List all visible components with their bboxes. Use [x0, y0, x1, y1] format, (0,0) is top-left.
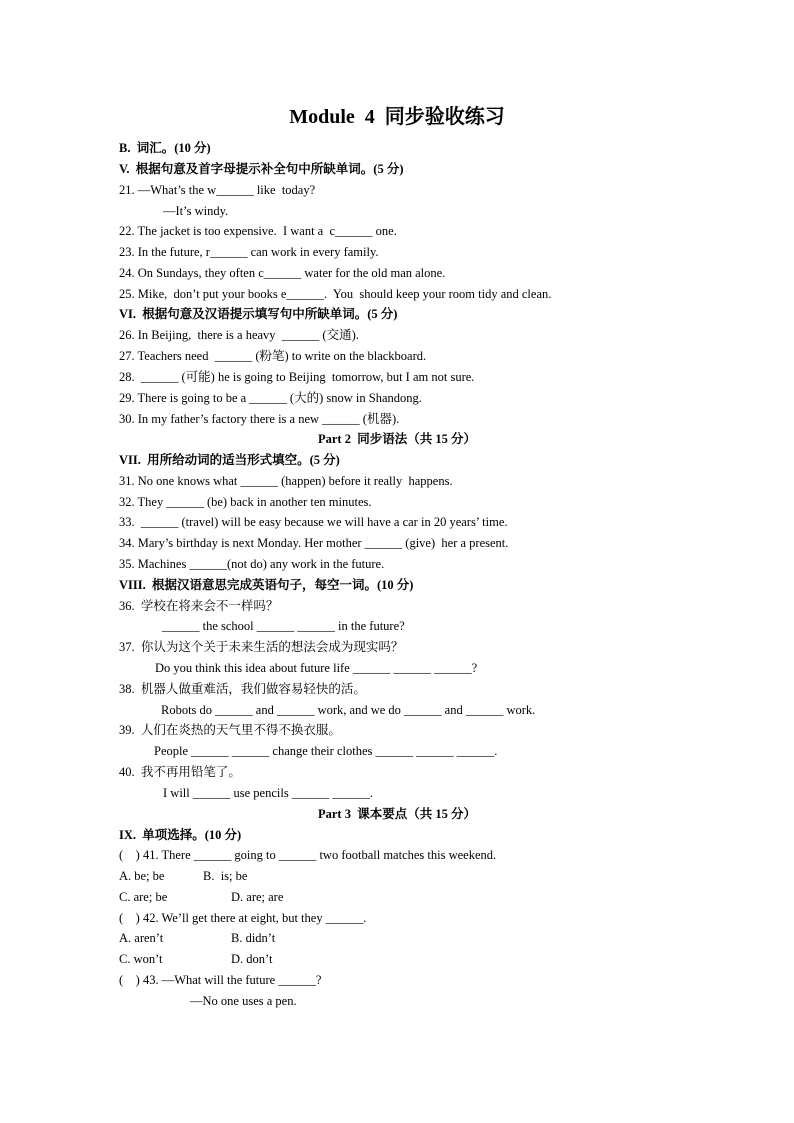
question-43: ( ) 43. —What will the future ______? [119, 973, 322, 987]
question-41: ( ) 41. There ______ going to ______ two football matches this weekend. [119, 848, 497, 862]
question-34: 34. Mary’s birthday is next Monday. Her mother ______ (give) her a present. [119, 536, 509, 550]
section-ix-heading: IX. 单项选择。(10 分) [119, 828, 242, 842]
section-v-heading: V. 根据句意及首字母提示补全句中所缺单词。(5 分) [119, 162, 404, 176]
option-42-d: D. don’t [231, 952, 273, 966]
section-vii-heading: VII. 用所给动词的适当形式填空。(5 分) [119, 453, 340, 467]
option-41-b: B. is; be [203, 869, 248, 883]
part-3-heading: Part 3 课本要点（共 15 分） [318, 807, 476, 821]
question-23: 23. In the future, r______ can work in every family. [119, 245, 379, 259]
section-b-heading: B. 词汇。(10 分) [119, 141, 211, 155]
question-40: 40. 我不再用铅笔了。 [119, 765, 241, 779]
question-38-english: Robots do ______ and ______ work, and we do ______ and ______ work. [161, 703, 536, 717]
question-36-english: ______ the school ______ ______ in the future? [162, 619, 405, 633]
question-24: 24. On Sundays, they often c______ water for the old man alone. [119, 266, 446, 280]
question-35: 35. Machines ______(not do) any work in the future. [119, 557, 385, 571]
question-32: 32. They ______ (be) back in another ten minutes. [119, 495, 372, 509]
question-29: 29. There is going to be a ______ (大的) snow in Shandong. [119, 391, 422, 405]
page-title: Module 4 同步验收练习 [289, 106, 505, 128]
option-41-c: C. are; be [119, 890, 168, 904]
option-42-c: C. won’t [119, 952, 163, 966]
question-36: 36. 学校在将来会不一样吗？ [119, 599, 279, 613]
question-37-english: Do you think this idea about future life ______ ______ ______? [155, 661, 478, 675]
option-41-a: A. be; be [119, 869, 165, 883]
question-21: 21. —What’s the w______ like today? [119, 183, 316, 197]
question-39-english: People ______ ______ change their clothes ______ ______ ______. [154, 744, 498, 758]
question-40-english: I will ______ use pencils ______ ______. [163, 786, 374, 800]
question-31: 31. No one knows what ______ (happen) before it really happens. [119, 474, 453, 488]
question-43-answer: —No one uses a pen. [190, 994, 297, 1008]
question-26: 26. In Beijing, there is a heavy ______ (交通). [119, 328, 359, 342]
part-2-heading: Part 2 同步语法（共 15 分） [318, 432, 476, 446]
section-vi-heading: VI. 根据句意及汉语提示填写句中所缺单词。(5 分) [119, 307, 398, 321]
question-30: 30. In my father’s factory there is a new ______ (机器). [119, 412, 400, 426]
question-39: 39. 人们在炎热的天气里不得不换衣服。 [119, 723, 341, 737]
question-33: 33. ______ (travel) will be easy because we will have a car in 20 years’ time. [119, 515, 508, 529]
question-42: ( ) 42. We’ll get there at eight, but they ______. [119, 911, 367, 925]
option-42-b: B. didn’t [231, 931, 276, 945]
question-21-answer: —It’s windy. [163, 204, 229, 218]
question-38: 38. 机器人做重难活，我们做容易轻快的活。 [119, 682, 366, 696]
option-42-a: A. aren’t [119, 931, 164, 945]
question-37: 37. 你认为这个关于未来生活的想法会成为现实吗？ [119, 640, 404, 654]
section-viii-heading: VIII. 根据汉语意思完成英语句子，每空一词。(10 分) [119, 578, 414, 592]
question-22: 22. The jacket is too expensive. I want a c______ one. [119, 224, 397, 238]
option-41-d: D. are; are [231, 890, 284, 904]
question-28: 28. ______ (可能) he is going to Beijing tomorrow, but I am not sure. [119, 370, 475, 384]
question-27: 27. Teachers need ______ (粉笔) to write on the blackboard. [119, 349, 427, 363]
question-25: 25. Mike, don’t put your books e______. You should keep your room tidy and clean. [119, 287, 552, 301]
